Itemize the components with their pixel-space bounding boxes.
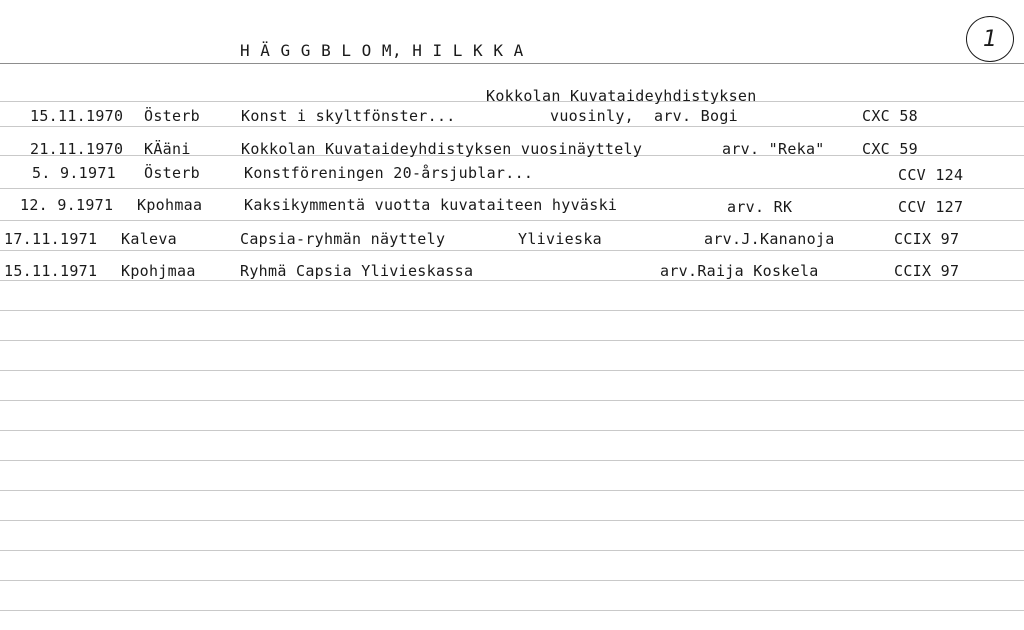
- entry-paper: Österb: [144, 107, 200, 125]
- entry-paper: Kpohmaa: [137, 196, 203, 214]
- entry-reviewer: arv.Raija Koskela: [660, 262, 819, 280]
- entry-extra: Ylivieska: [518, 230, 602, 248]
- entry-title: Capsia-ryhmän näyttely: [240, 230, 446, 248]
- entry-paper: Österb: [144, 164, 200, 182]
- entry-title: Konst i skyltfönster...: [241, 107, 456, 125]
- card-name: H Ä G G B L O M, H I L K K A: [240, 41, 524, 60]
- entry-reviewer: arv. Bogi: [654, 107, 738, 125]
- entry-reviewer: arv. RK: [727, 198, 793, 216]
- entry-date: 5. 9.1971: [32, 164, 116, 182]
- ruled-line: [0, 460, 1024, 461]
- entry-date: 17.11.1971: [4, 230, 98, 248]
- entry-title: Ryhmä Capsia Ylivieskassa: [240, 262, 474, 280]
- entry-ref: CXC 58: [862, 107, 918, 125]
- ruled-line: [0, 610, 1024, 611]
- entry-ref: CCV 127: [898, 198, 964, 216]
- entry-title: Kaksikymmentä vuotta kuvataiteen hyväski: [244, 196, 618, 214]
- ruled-line: [0, 220, 1024, 221]
- entry-date: 21.11.1970: [30, 140, 124, 158]
- entry-ref: CCIX 97: [894, 230, 960, 248]
- entry-ref: CCV 124: [898, 166, 964, 184]
- entry-title: Kokkolan Kuvataideyhdistyksen vuosinäyttely: [241, 140, 643, 158]
- entry-paper: KÄäni: [144, 140, 191, 158]
- ruled-line: [0, 550, 1024, 551]
- ruled-line: [0, 400, 1024, 401]
- entry-reviewer: arv.J.Kananoja: [704, 230, 835, 248]
- ruled-line: [0, 340, 1024, 341]
- header-note: Kokkolan Kuvataideyhdistyksen: [486, 87, 757, 105]
- entry-date: 12. 9.1971: [20, 196, 114, 214]
- ruled-line: [0, 280, 1024, 281]
- entry-extra: vuosinly,: [550, 107, 634, 125]
- header-rule: [0, 63, 1024, 64]
- ruled-line: [0, 520, 1024, 521]
- entry-ref: CXC 59: [862, 140, 918, 158]
- ruled-line: [0, 370, 1024, 371]
- ruled-line: [0, 250, 1024, 251]
- ruled-line: [0, 580, 1024, 581]
- entry-ref: CCIX 97: [894, 262, 960, 280]
- ruled-line: [0, 490, 1024, 491]
- entry-date: 15.11.1970: [30, 107, 124, 125]
- entry-reviewer: arv. "Reka": [722, 140, 825, 158]
- ruled-line: [0, 430, 1024, 431]
- entry-paper: Kaleva: [121, 230, 177, 248]
- card-number: 1: [983, 26, 997, 52]
- entry-paper: Kpohjmaa: [121, 262, 196, 280]
- ruled-line: [0, 310, 1024, 311]
- entry-title: Konstföreningen 20-årsjublar...: [244, 164, 534, 182]
- card-number-circle: [966, 16, 1014, 62]
- entry-date: 15.11.1971: [4, 262, 98, 280]
- ruled-line: [0, 188, 1024, 189]
- ruled-line: [0, 126, 1024, 127]
